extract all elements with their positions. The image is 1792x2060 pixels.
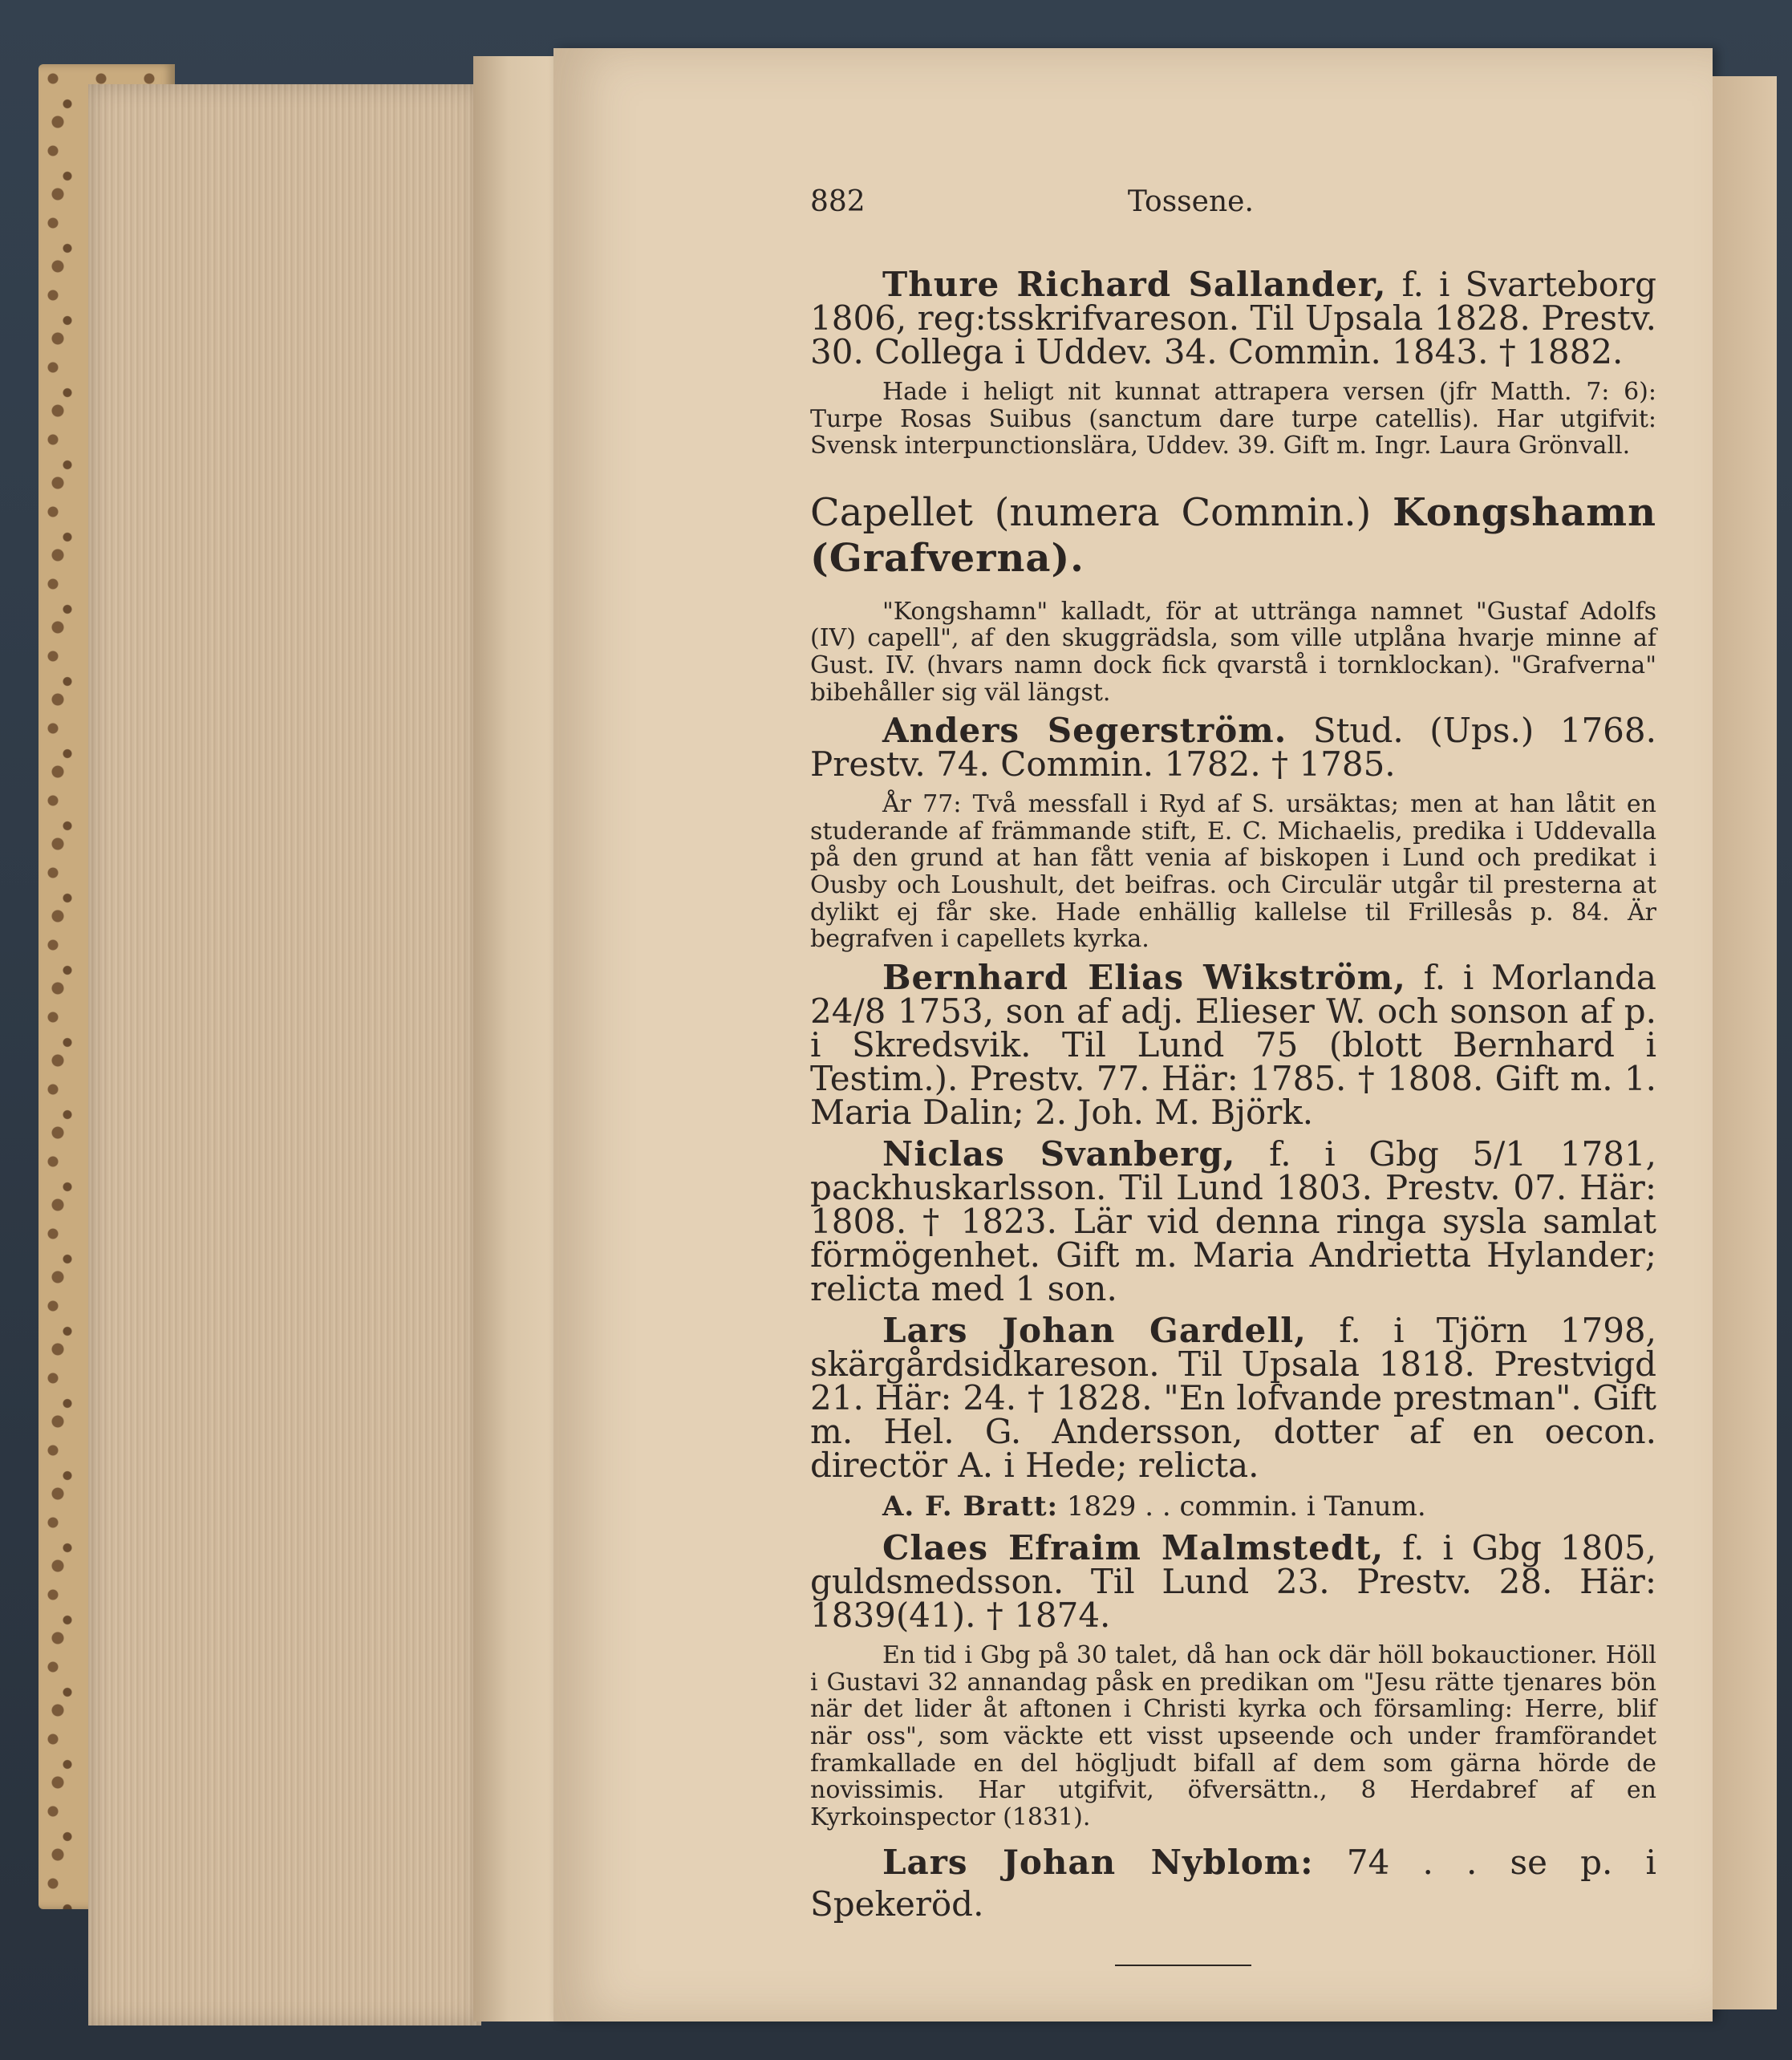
entry-text: f. i Morlanda 24/8 1753, son af adj. Elieser W. och sonson af p. i Skredsvik. Til Lund 75 (blott Bernhard i Testim.). Prestv. 77. Här: 1785. † 1808. Gift m. 1. Maria Dalin; 2. Joh. M. Björk. bbox=[810, 957, 1656, 1132]
entry-text: f. i Gbg 1805, guldsmedsson. Til Lund 23. Prestv. 28. Här: 1839(41). † 1874. bbox=[810, 1528, 1656, 1636]
chapel-note: "Kongshamn" kalladt, för at uttränga namnet "Gustaf Adolfs (IV) capell", af den skuggrädsla, som ville utplåna hvarje minne af Gust. IV. (hvars namn dock fick qvarstå i tornklockan). "Grafverna" bibehåller sig väl längst. bbox=[810, 597, 1656, 707]
chapel-heading-prefix: Capellet (numera Commin.) bbox=[810, 489, 1372, 535]
entry-text: f. i Tjörn 1798, skärgårdsidkareson. Til Upsala 1818. Prestvigd 21. Här: 24. † 1828. "En lofvande prestman". Gift m. Hel. G. Andersson, dotter af en oecon. directör A. i Hede; relicta. bbox=[810, 1310, 1656, 1485]
entry-name: Anders Segerström. bbox=[882, 711, 1287, 751]
section-rule bbox=[1115, 1965, 1251, 1966]
entry-wikstrom bbox=[810, 957, 1656, 1132]
facing-page-edge bbox=[1713, 76, 1777, 2009]
entry-note: En tid i Gbg på 30 talet, då han ock där höll bokauctioner. Höll i Gustavi 32 annandag påsk en predikan om "Jesu rätte tjenares bön när det lider åt aftonen i Christi kyrka och församling: Herre, blif när oss", som väckte ett visst upseende och under framförandet framkallade en del högljudt bifall af dem som gärna hörde de novissimis. Har utgifvit, öfversättn., 8 Herdabref af en Kyrkoinspector (1831). bbox=[810, 1641, 1656, 1831]
chapel-heading bbox=[810, 490, 1656, 582]
entry-name: Lars Johan Nyblom: bbox=[882, 1843, 1314, 1883]
page-stack bbox=[88, 84, 481, 2026]
entry-svanberg bbox=[810, 1133, 1656, 1308]
entry-name: Niclas Svanberg, bbox=[882, 1133, 1236, 1174]
entry-name: Thure Richard Sallander, bbox=[882, 264, 1387, 304]
entry-name: A. F. Bratt: bbox=[882, 1490, 1059, 1523]
entry-gardell bbox=[810, 1310, 1656, 1485]
entry-nyblom bbox=[810, 1842, 1656, 1924]
page-header bbox=[810, 185, 1516, 220]
entry-malmstedt bbox=[810, 1528, 1656, 1636]
entry-note: År 77: Två messfall i Ryd af S. ursäktas; men at han låtit en studerande af främmande stift, E. C. Michaelis, predika i Uddevalla på den grund at han fått venia af biskopen i Lund och predikat i Ousby och Loushult, det beifras. och Circulär utgår til presterna at dylikt ej får ske. Hade enhällig kallelse til Frillesås p. 84. Är begrafven i capellets kyrka. bbox=[810, 790, 1656, 954]
entry-text: Stud. (Ups.) 1768. Prestv. 74. Commin. 1782. † 1785. bbox=[810, 711, 1656, 785]
entry-name: Lars Johan Gardell, bbox=[882, 1310, 1307, 1350]
running-title: Tossene. bbox=[1127, 185, 1254, 218]
entry-name: Claes Efraim Malmstedt, bbox=[882, 1528, 1385, 1568]
page-number: 882 bbox=[810, 185, 866, 218]
chapel-heading-name: Kongshamn (Grafverna). bbox=[810, 489, 1656, 582]
entry-note: Hade i heligt nit kunnat attrapera versen (jfr Matth. 7: 6): Turpe Rosas Suibus (sanctum dare turpe catellis). Har utgifvit: Svensk interpunctionslära, Uddev. 39. Gift m. Ingr. Laura Grönvall. bbox=[810, 377, 1656, 460]
entry-text: 74 . . se p. i Spekeröd. bbox=[810, 1843, 1656, 1924]
entry-sallander bbox=[810, 264, 1656, 371]
entry-text: f. i Gbg 5/1 1781, packhuskarlsson. Til Lund 1803. Prestv. 07. Här: 1808. † 1823. Lär vid denna ringa sysla samlat förmögenhet. Gift m. Maria Andrietta Hylander; relicta med 1 son. bbox=[810, 1133, 1656, 1308]
book-gutter bbox=[473, 56, 562, 2021]
entry-text: f. i Svarteborg 1806, reg:tsskrifvareson. Til Upsala 1828. Prestv. 30. Collega i Uddev. 34. Commin. 1843. † 1882. bbox=[810, 264, 1656, 371]
entry-bratt bbox=[810, 1490, 1656, 1523]
page-text bbox=[810, 185, 1656, 1966]
entry-name: Bernhard Elias Wikström, bbox=[882, 957, 1406, 997]
entry-text: 1829 . . commin. i Tanum. bbox=[1066, 1490, 1426, 1523]
entry-segerstrom bbox=[810, 711, 1656, 785]
